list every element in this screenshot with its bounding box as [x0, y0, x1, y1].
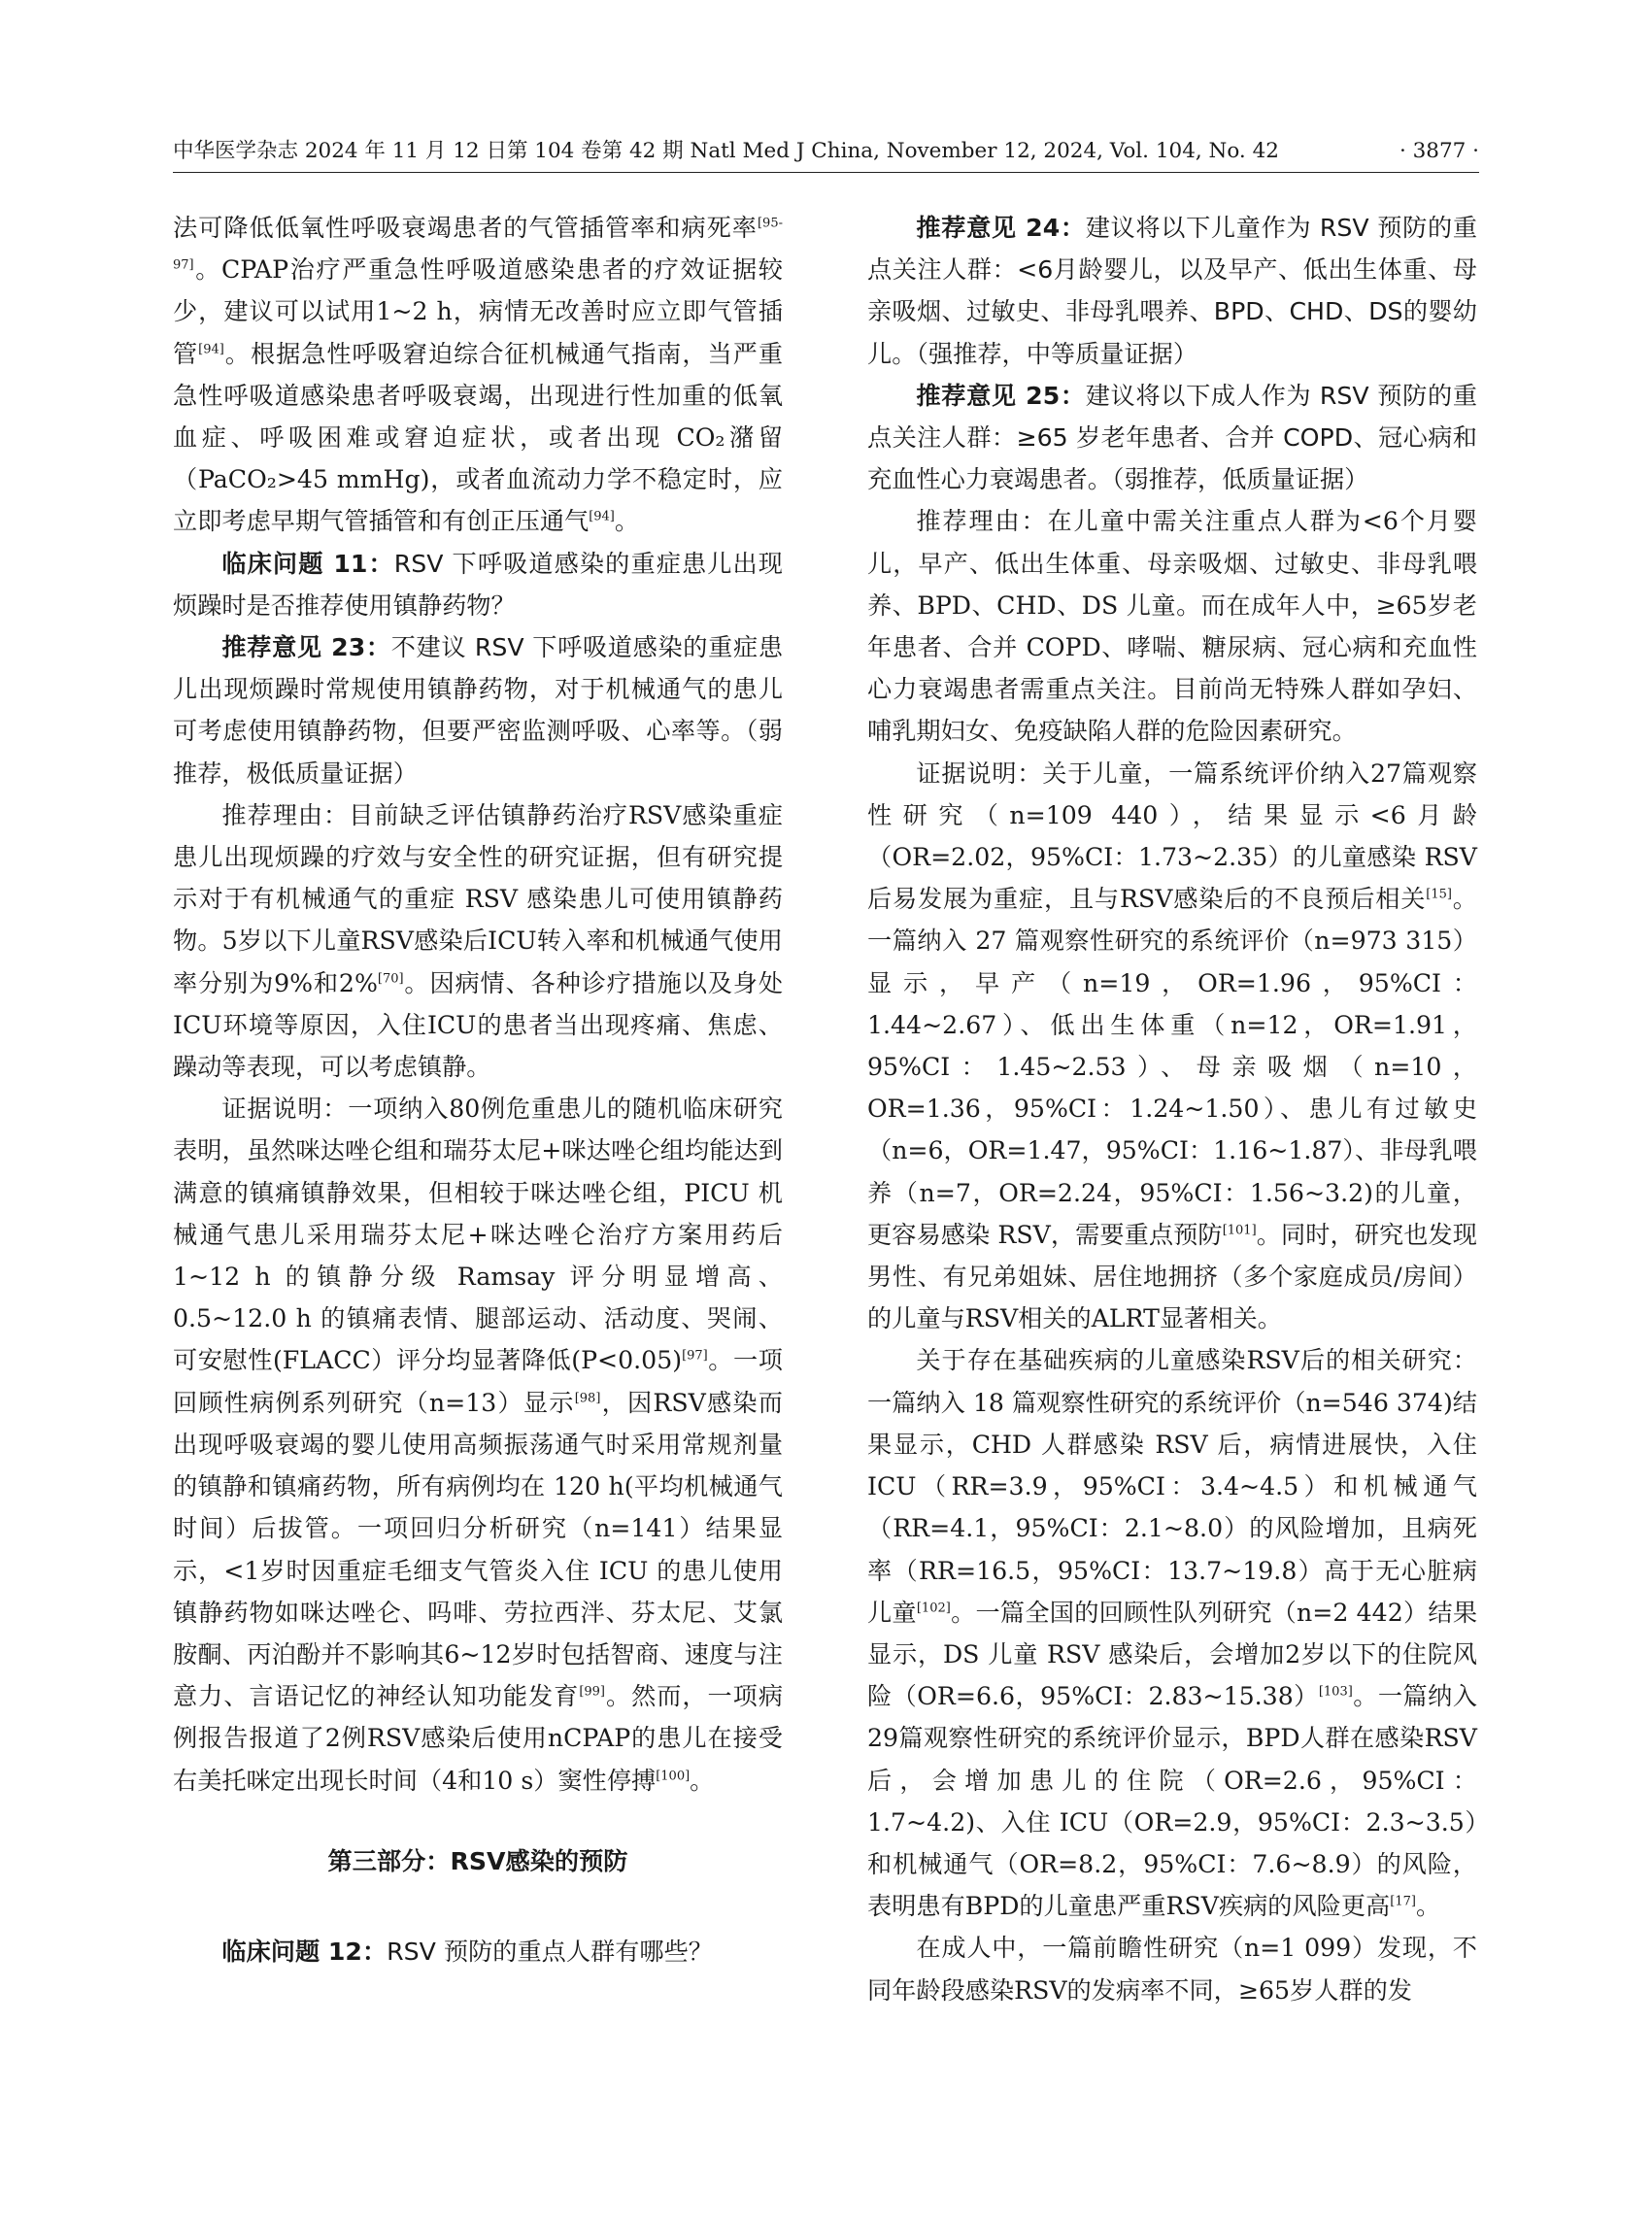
adult-paragraph: 在成人中，一篇前瞻性研究（n=1 099）发现，不同年龄段感染RSV的发病率不同，≥65岁人群的发	[867, 1934, 1477, 2005]
header-rule	[173, 172, 1479, 173]
left-column	[173, 207, 783, 1972]
citation: [101]	[1222, 1223, 1257, 1238]
text: 。一项回顾性病例系列研究（n=13）显示	[173, 1346, 783, 1417]
evidence-paragraph-comorbidity	[867, 1339, 1477, 1927]
citation: [99]	[579, 1684, 605, 1700]
text: 。一篇全国的回顾性队列研究（n=2 442）结果显示，DS 儿童 RSV 感染后，会增加2岁以下的住院风险（OR=6.6，95%CI：2.83~15.38）	[867, 1598, 1478, 1711]
recommendation-text: 不建议 RSV 下呼吸道感染的重症患儿出现烦躁时常规使用镇静药物，对于机械通气的患儿可考虑使用镇静药物，但要严密监测呼吸、心率等。（弱推荐，极低质量证据）	[173, 633, 784, 788]
citation: [94]	[198, 342, 224, 357]
rationale-paragraph	[173, 794, 783, 1088]
citation: [98]	[574, 1391, 601, 1406]
evidence-paragraph-children	[867, 753, 1477, 1340]
question-text: RSV 预防的重点人群有哪些？	[387, 1937, 713, 1966]
recommendation-text: 建议将以下儿童作为 RSV 预防的重点关注人群：<6月龄婴儿，以及早产、低出生体重、母亲吸烟、过敏史、非母乳喂养、BPD、CHD、DS的婴幼儿。（强推荐，中等质量证据）	[867, 214, 1478, 368]
citation: [100]	[656, 1769, 691, 1784]
recommendation-label: 推荐意见 25：	[916, 381, 1086, 410]
clinical-question-11	[173, 543, 783, 626]
section-title: 第三部分：RSV感染的预防	[327, 1846, 628, 1875]
text: 。	[690, 1766, 715, 1795]
rationale-paragraph: 推荐理由：在儿童中需关注重点人群为<6个月婴儿，早产、低出生体重、母亲吸烟、过敏史、非母乳喂养、BPD、CHD、DS 儿童。而在成年人中，≥65岁老年患者、合并 COPD、哮喘、糖尿病、冠心病和充血性心力衰竭患者需重点关注。目前尚无特殊人群如孕妇、哺乳期妇女、免疫缺陷人群的危险因素研究。	[867, 507, 1477, 746]
text: 关于存在基础疾病的儿童感染RSV后的相关研究：一篇纳入 18 篇观察性研究的系统评价（n=546 374)结果显示，CHD 人群感染 RSV 后，病情进展快，入住 ICU（RR=3.9，95%CI：3.4~4.5）和机械通气（RR=4.1，95%CI：2.1~8.0）的风险增加，且病死率（RR=16.5，95%CI：13.7~19.8）高于无心脏病儿童	[867, 1346, 1477, 1627]
citation: [103]	[1318, 1684, 1353, 1700]
recommendation-24	[867, 207, 1477, 375]
citation: [95-97]	[173, 216, 783, 273]
text: 。同时，研究也发现男性、有兄弟姐妹、居住地拥挤（多个家庭成员/房间）的儿童与RSV相关的ALRT显著相关。	[867, 1220, 1477, 1333]
text: 。因病情、各种诊疗措施以及身处ICU环境等原因，入住ICU的患者当出现疼痛、焦虑、躁动等表现，可以考虑镇静。	[173, 968, 784, 1082]
question-label: 临床问题 11：	[221, 549, 394, 578]
evidence-paragraph	[173, 1088, 783, 1801]
recommendation-label: 推荐意见 24：	[916, 214, 1086, 242]
question-text: RSV 下呼吸道感染的重症患儿出现烦躁时是否推荐使用镇静药物？	[173, 549, 783, 620]
text: 推荐理由：目前缺乏评估镇静药治疗RSV感染重症患儿出现烦躁的疗效与安全性的研究证据，但有研究提示对于有机械通气的重症 RSV 感染患儿可使用镇静药物。5岁以下儿童RSV感染后ICU转入率和机械通气使用率分别为9%和2%	[173, 800, 783, 997]
citation: [70]	[377, 971, 404, 987]
text: 。然而，一项病例报告报道了2例RSV感染后使用nCPAP的患儿在接受右美托咪定出现长时间（4和10 s）窦性停搏	[173, 1682, 784, 1795]
text: 。	[614, 507, 640, 536]
journal-citation: 中华医学杂志 2024 年 11 月 12 日第 104 卷第 42 期 Natl Med J China, November 12, 2024, Vol. 104, No. 42	[173, 139, 1279, 163]
paragraph-niv	[173, 207, 783, 543]
question-label: 临床问题 12：	[221, 1937, 388, 1966]
recommendation-text: 建议将以下成人作为 RSV 预防的重点关注人群：≥65 岁老年患者、合并 COPD、冠心病和充血性心力衰竭患者。（弱推荐，低质量证据）	[867, 381, 1478, 494]
recommendation-23	[173, 626, 783, 794]
recommendation-label: 推荐意见 23：	[221, 633, 391, 662]
text: 。根据急性呼吸窘迫综合征机械通气指南，当严重急性呼吸道感染患者呼吸衰竭，出现进行性加重的低氧血症、呼吸困难或窘迫症状，或者出现 CO₂潴留（PaCO₂>45 mmHg)，或者血流动力学不稳定时，应立即考虑早期气管插管和有创正压通气	[173, 339, 784, 536]
text: ，因RSV感染而出现呼吸衰竭的婴儿使用高频振荡通气时采用常规剂量的镇静和镇痛药物，所有病例均在 120 h(平均机械通气时间）后拔管。一项回归分析研究（n=141）结果显示，<1岁时因重症毛细支气管炎入住 ICU 的患儿使用镇静药物如咪达唑仑、吗啡、劳拉西泮、芬太尼、艾氯胺酮、丙泊酚并不影响其6~12岁时包括智商、速度与注意力、言语记忆的神经认知功能发育	[173, 1388, 783, 1711]
text: 。一篇纳入29篇观察性研究的系统评价显示，BPD人群在感染RSV后，会增加患儿的住院（OR=2.6，95%CI：1.7~4.2)、入住 ICU（OR=2.9，95%CI：2.3~3.5）和机械通气（OR=8.2，95%CI：7.6~8.9）的风险，表明患有BPD的儿童患严重RSV疾病的风险更高	[867, 1682, 1477, 1921]
citation: [15]	[1426, 887, 1452, 902]
running-header	[173, 134, 1479, 169]
text: 。	[1415, 1892, 1441, 1921]
right-column	[867, 207, 1477, 2011]
clinical-question-12	[173, 1931, 783, 1972]
text: 证据说明：关于儿童，一篇系统评价纳入27篇观察性研究（n=109 440），结果显示<6月龄（OR=2.02，95%CI：1.73~2.35）的儿童感染 RSV 后易发展为重症，且与RSV感染后的不良预后相关	[867, 759, 1477, 914]
text: 。一篇纳入 27 篇观察性研究的系统评价（n=973 315）显示，早产（n=19，OR=1.96，95%CI：1.44~2.67）、低出生体重（n=12，OR=1.91，95%CI：1.45~2.53）、母亲吸烟（n=10，OR=1.36，95%CI：1.24~1.50）、患儿有过敏史（n=6，OR=1.47，95%CI：1.16~1.87）、非母乳喂养（n=7，OR=2.24，95%CI：1.56~3.2)的儿童，更容易感染 RSV，需要重点预防	[867, 885, 1477, 1249]
page-number: · 3877 ·	[1399, 139, 1479, 163]
text: 法可降低低氧性呼吸衰竭患者的气管插管率和病死率	[173, 214, 758, 242]
text: 证据说明：一项纳入80例危重患儿的随机临床研究表明，虽然咪达唑仑组和瑞芬太尼+咪达唑仑组均能达到满意的镇痛镇静效果，但相较于咪达唑仑组，PICU 机械通气患儿采用瑞芬太尼+咪达唑仑治疗方案用药后 1~12 h 的镇静分级 Ramsay 评分明显增高、0.5~12.0 h 的镇痛表情、腿部运动、活动度、哭闹、可安慰性(FLACC）评分均显著降低(P<0.05)	[173, 1095, 783, 1375]
citation: [102]	[916, 1601, 951, 1616]
citation: [97]	[682, 1349, 708, 1365]
recommendation-25	[867, 375, 1477, 501]
citation: [94]	[589, 510, 615, 525]
citation: [17]	[1390, 1894, 1416, 1909]
text: 。CPAP治疗严重急性呼吸道感染患者的疗效证据较少，建议可以试用1~2 h，病情无改善时应立即气管插管	[173, 255, 783, 368]
